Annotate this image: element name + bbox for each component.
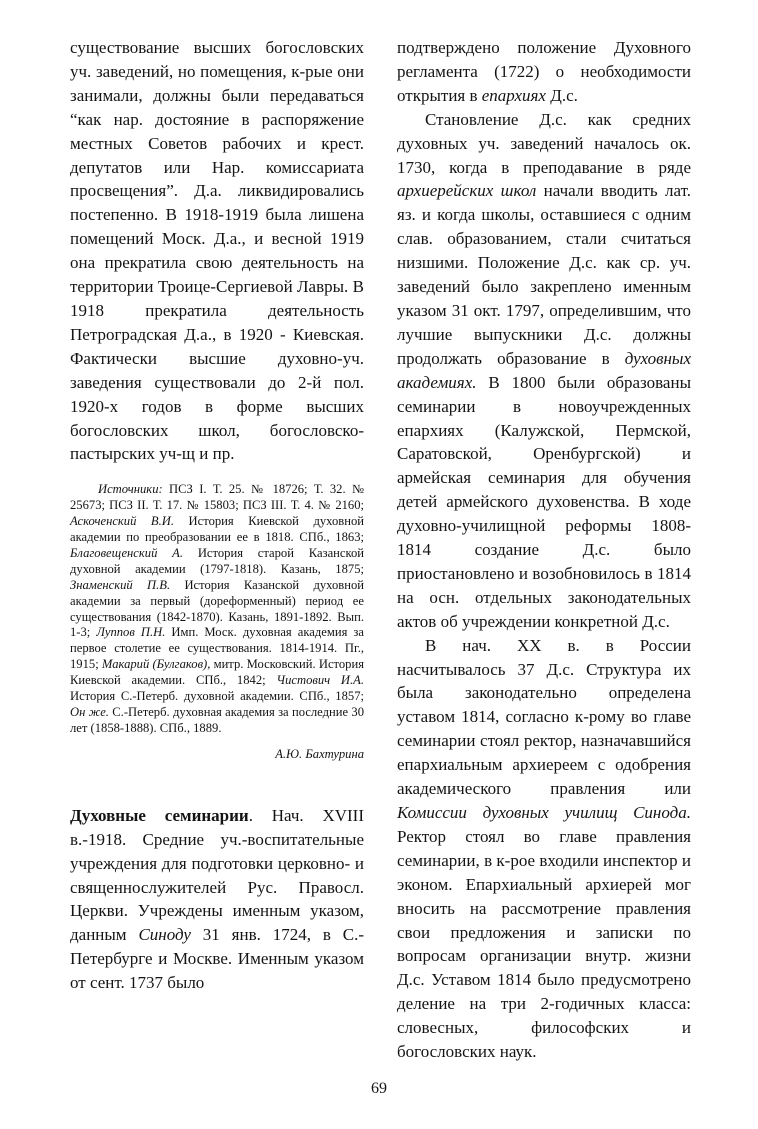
left-paragraph-1: существование высших богословских уч. заведений, но помещения, к-рые они занимали, должны были передаваться “как нар. достояние в распоряжение местных Советов рабочих и крест. депутатов или Нар. комиссариата просвещения”. Д.а. ликвидировались постепенно. В 1918-1919 была лишена помещений Моск. Д.а., и весной 1919 она прекратила свою деятельность на территории Троице-Сергиевой Лавры. В 1918 прекратила деятельность Петроградская Д.а., в 1920 - Киевская. Фактически высшие духовно-уч. заведения существовали до 2-й пол. 1920-х годов в форме высших богословских школ, богословско-пастырских уч-щ и пр.: [70, 38, 364, 464]
text-italic: епархиях: [481, 85, 546, 105]
right-paragraph-1: [397, 36, 691, 108]
source-author: Он же.: [70, 705, 109, 719]
text-part: Ректор стоял во главе правления семинарии, в к-рое входили инспектор и эконом. Епархиальный архиерей мог вносить на рассмотрение правления свои предложения и записки по вопросам организации внутр. жизни Д.с. Уставом 1814 было предусмотрено деление на три 2-годичных класса: словесных, философских и богословских наук.: [397, 826, 691, 1062]
article-text-italic: Синоду: [138, 925, 191, 945]
source-author: Чистович И.А.: [276, 673, 364, 688]
text-italic: архиерейских школ: [397, 181, 537, 201]
source-author: Луппов П.Н.: [96, 625, 166, 640]
text-part: В нач. XX в. в России насчитывалось 37 Д.с. Структура их была законодательно определена уставом 1814, согласно к-рому во главе семинарии стоял ректор, назначавшийся епархиальным архиереем с одобрения академического правления или: [397, 635, 691, 799]
sources-label: Источники:: [98, 482, 163, 497]
text-italic: духовных академиях.: [397, 348, 691, 392]
sources-part: История Казанской духовной академии за первый (дореформенный) период ее существования (1842-1870). Казань, 1891-1892. Вып. 1-3;: [70, 577, 364, 640]
article-intro: [70, 804, 364, 995]
right-paragraph-2: [397, 108, 691, 634]
text-part: Д.с.: [545, 85, 578, 105]
article-text-part: 31 янв. 1724, в С.-Петербурге и Москве. Именным указом от сент. 1737 было: [70, 925, 364, 993]
sources-part: С.-Петерб. духовная академия за последние 30 лет (1858-1888). СПб., 1889.: [70, 705, 364, 735]
left-column: [70, 36, 364, 995]
text-part: начали вводить лат. яз. и когда школы, оставшиеся с одним слав. образованием, стали считаться низшими. Положение Д.с. как ср. уч. заведений было закреплено именным указом 31 окт. 1797, определившим, что лучшие выпускники Д.с. должны продолжать образование в: [397, 181, 691, 368]
right-column: [397, 36, 691, 1064]
article-author: А.Ю. Бахтурина: [275, 746, 364, 761]
sources-list: [70, 482, 364, 737]
sources-part: ПСЗ I. Т. 25. № 18726; Т. 32. № 25673; ПСЗ II. Т. 17. № 15803; ПСЗ III. Т. 4. № 2160;: [70, 482, 364, 513]
source-author: Благовещенский А.: [70, 545, 184, 560]
source-author: Аскоченский В.И.: [70, 514, 175, 529]
page-number: 69: [371, 1080, 387, 1097]
sources-part: История С.-Петерб. духовной академии. СПб., 1857;: [70, 689, 364, 704]
text-italic: Комиссии духовных училищ Синода.: [397, 803, 691, 822]
text-part: В 1800 были образованы семинарии в новоучрежденных епархиях (Калужской, Пермской, Саратовской, Оренбургской) и армейская семинария для обучения детей армейского духовенства. В ходе духовно-училищной реформы 1808-1814 создание Д.с. было приостановлено и возобновилось в 1814 на осн. отдельных законодательных актов об учреждении конкретной Д.с.: [397, 372, 691, 631]
article-title: Духовные семинарии: [70, 805, 249, 825]
text-part: Становление Д.с. как средних духовных уч. заведений началось ок. 1730, когда в преподавание в ряде: [397, 109, 691, 177]
source-author: Знаменский П.В.: [70, 577, 171, 592]
article-text-part: . Нач. XVIII в.-1918. Средние уч.-воспитательные учреждения для подготовки церковно- и священнослужителей Рус. Правосл. Церкви. Учреждены именным указом, данным: [70, 805, 364, 945]
sources-part: История старой Казанской духовной академии (1797-1818). Казань, 1875;: [70, 545, 365, 576]
sources-part: митр. Московский. История Киевской академии. СПб., 1842;: [70, 657, 365, 688]
source-author: Макарий (Булгаков),: [101, 657, 211, 672]
text-part: подтверждено положение Духовного регламента (1722) о необходимости открытия в: [397, 38, 691, 105]
sources-part: Имп. Моск. духовная академия за первое столетие ее существования. 1814-1914. Пг., 1915;: [70, 625, 364, 672]
right-paragraph-3: [397, 634, 691, 1064]
sources-part: История Киевской духовной академии по преобразовании ее в 1818. СПб., 1863;: [70, 514, 364, 545]
